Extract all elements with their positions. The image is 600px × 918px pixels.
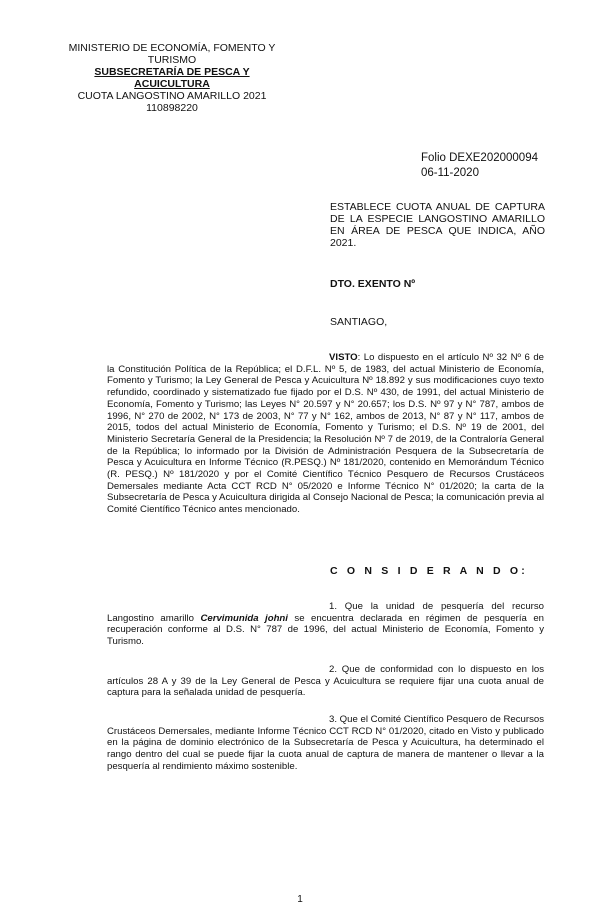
considerando-item-3: 3. Que el Comité Científico Pesquero de Recursos Crustáceos Demersales, mediante Informe Técnico CCT RCD N° 01/2020, citado en Visto y publicado en la página de dominio electrónico de la Subsecretaría de Pesca y Acuicultura, ha determinado el rango dentro del cual se puede fijar la cuota anual de captura de manera de mantener o llevar a la pesquería al rendimiento máximo sostenible. xyxy=(107,714,544,772)
visto-lead: VISTO xyxy=(329,352,358,363)
decree-label: DTO. EXENTO Nº xyxy=(330,278,416,290)
folio-date: 06-11-2020 xyxy=(421,167,479,179)
quota-line: CUOTA LANGOSTINO AMARILLO 2021 xyxy=(77,90,267,102)
folio-number: Folio DEXE202000094 xyxy=(421,152,538,164)
considerando-1-text-b: se encuentra declarada en régimen de pesquería en recuperación conforme al D.S. N° 787 de 1996, del actual Ministerio de Economía, Fomento y Turismo. xyxy=(107,612,544,648)
document-code: 110898220 xyxy=(146,102,198,114)
species-name: Cervimunida johni xyxy=(200,612,288,624)
issuer-header xyxy=(56,42,288,114)
subsecretaria-name: SUBSECRETARÍA DE PESCA Y ACUICULTURA xyxy=(94,66,250,90)
page-number: 1 xyxy=(297,894,303,905)
ministry-name: MINISTERIO DE ECONOMÍA, FOMENTO Y TURISMO xyxy=(68,42,276,66)
considerando-item-1 xyxy=(107,601,544,648)
visto-text: : Lo dispuesto en el artículo Nº 32 Nº 6 de la Constitución Política de la República; el D.F.L. Nº 5, de 1983, del actual Ministerio de Economía, Fomento y Turismo; la Ley General de Pesca y Acuicultura Nº 18.892 y sus modificaciones cuyo texto refundido, coordinado y sistematizado fue fijado por el D.S. Nº 430, de 1991, del actual Ministerio de Economía, Fomento y Turismo; las Leyes N° 20.597 y N° 20.657; los D.S. Nº 97 y N° 787, ambos de 1996, N° 270 de 2002, N° 173 de 2003, N° 77 y N° 162, ambos de 2013, N° 87 y N° 117, ambos de 2015, todos del actual Ministerio de Economía, Fomento y Turismo; el D.S. Nº 19 de 2001, del Ministerio Secretaría General de la Presidencia; la Resolución Nº 7 de 2019, de la Contraloría General de la República; lo informado por la División de Administración Pesquera de la Subsecretaría de Pesca y Acuicultura en Informe Técnico (R.PESQ.) Nº 181/2020, contenido en Memorándum Técnico (R. PESQ.) Nº 181/2020 y por el Comité Científico Técnico Pesquero de Recursos Crustáceos Demersales mediante Acta CCT RCD N° 05/2020 e Informe Técnico N° 01/2020; la carta de la Subsecretaría de Pesca y Acuicultura dirigida al Consejo Nacional de Pesca; la comunicación previa al Comité Científico Técnico antes mencionado. xyxy=(107,352,544,516)
visto-paragraph xyxy=(107,352,544,516)
decree-subject: ESTABLECE CUOTA ANUAL DE CAPTURA DE LA ESPECIE LANGOSTINO AMARILLO EN ÁREA DE PESCA QUE INDICA, AÑO 2021. xyxy=(330,201,545,249)
considerando-item-2: 2. Que de conformidad con lo dispuesto en los artículos 28 A y 39 de la Ley General de Pesca y Acuicultura se requiere fijar una cuota anual de captura para la señalada unidad de pesquería. xyxy=(107,664,544,699)
considerando-heading: C O N S I D E R A N D O: xyxy=(330,565,528,577)
city-line: SANTIAGO, xyxy=(330,316,388,328)
considerando-1-text-a: 1. Que la unidad de pesquería del recurso Langostino amarillo xyxy=(107,601,544,624)
folio-block xyxy=(421,151,538,181)
